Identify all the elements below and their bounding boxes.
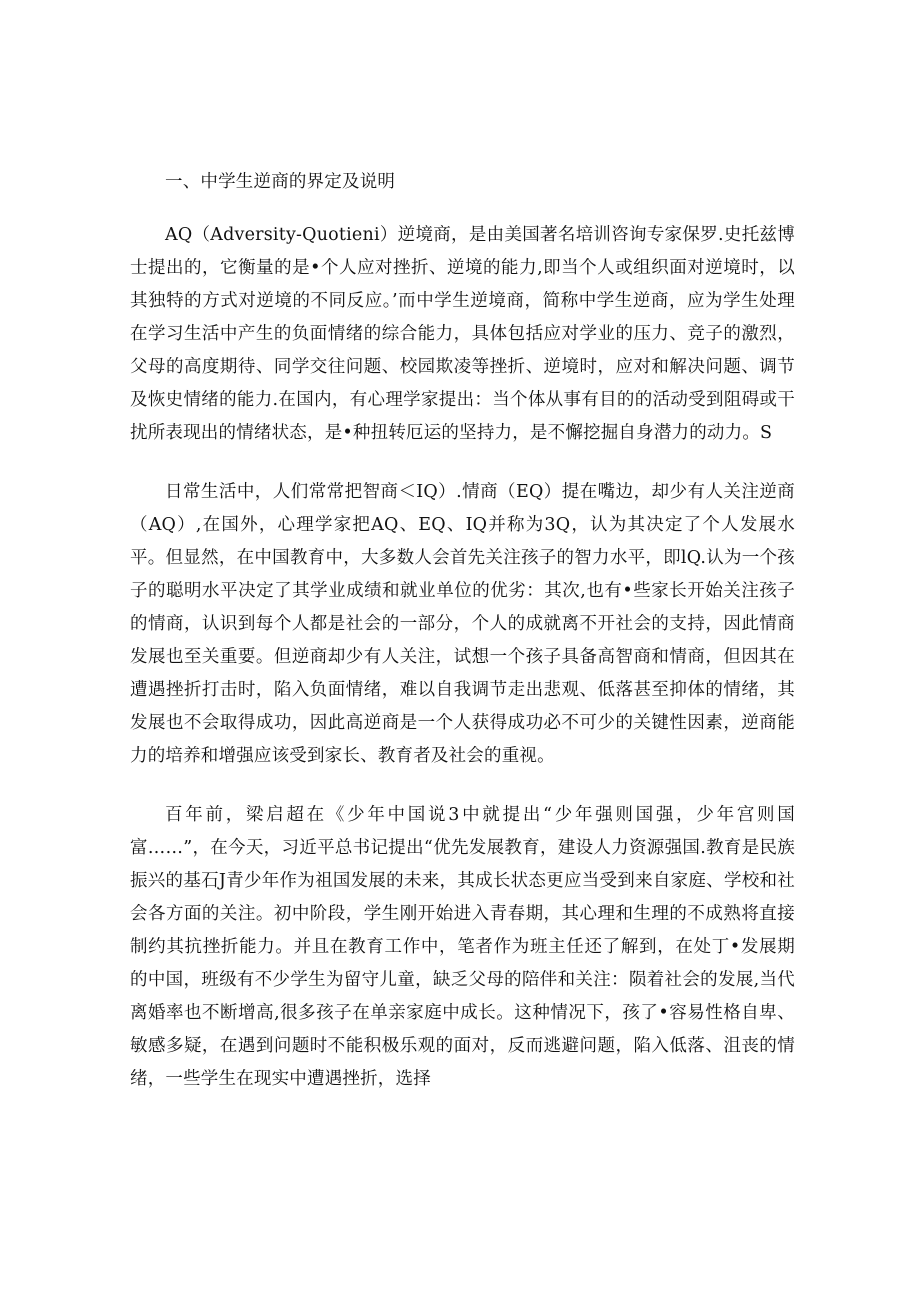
paragraph-youth-development: 百年前，梁启超在《少年中国说3中就提出“少年强则国强，少年宫则国富……”，在今天，习近平总书记提出“优先发展教育，建设人力资源强国.教育是民族振兴的基石J青少年作为祖国发展的未来，其成长状态更应当受到来自家庭、学校和社会各方面的关注。初中阶段，学生刚开始进入青春期，其心理和生理的不成熟将直接制约其抗挫折能力。并且在教育工作中，笔者作为班主任还了解到，在处丁•发展期的中国，班级有不少学生为留守儿童，缺乏父母的陪伴和关注：陨着社会的发展,当代离婚率也不断增高,很多孩子在单亲家庭中成长。这种情况下，孩了•容易性格自卑、敏感多疑，在遇到问题时不能积极乐观的面对，反而逃避问题，陷入低落、沮丧的情绪，一些学生在现实中遭遇挫折，选择 xyxy=(130,805,795,1089)
paragraph-iq-eq-aq: 日常生活中，人们常常把智商＜IQ）.情商（EQ）提在嘴边，却少有人关注逆商（AQ）,在国外，心理学家把AQ、EQ、IQ并称为3Q，认为其决定了个人发展水平。但显然，在中国教育中，大多数人会首先关注孩子的智力水平，即lQ.认为一个孩子的聪明水平决定了其学业成绩和就业单位的优劣：其次,也有•些家长开始关注孩子的情商，认识到每个人都是社会的一部分，个人的成就离不开社会的支持，因此情商发展也至关重要。但逆商却少有人关注，试想一个孩子具备高智商和情商，但因其在遭遇挫折打击时，陷入负面情绪，难以自我调节走出悲观、低落甚至抑体的情绪，其发展也不会取得成功，因此高逆商是一个人获得成功必不可少的关键性因素，逆商能力的培养和增强应该受到家长、教育者及社会的重视。 xyxy=(130,482,795,766)
section-heading: 一、中学生逆商的界定及说明 xyxy=(165,172,396,192)
paragraph-aq-definition: AQ（Adversity-Quotieni）逆境商，是由美国著名培训咨询专家保罗.史托兹博士提出的，它衡量的是•个人应对挫折、逆境的能力,即当个人或组织面对逆境时，以其独特的方式对逆境的不同反应。’而中学生逆境商，简称中学生逆商，应为学生处理在学习生活中产生的负面情绪的综合能力，具体包括应对学业的压力、竞子的激烈，父母的高度期待、同学交往问题、校园欺凌等挫折、逆境时，应对和解决问题、调节及恢史情绪的能力.在国内，有心理学家提出：当个体从事有目的的活动受到阻碍或干扰所表现出的情绪状态，是•种扭转厄运的坚持力，是不懈挖掘自身潜力的动力。S xyxy=(130,225,795,443)
document-body xyxy=(130,166,795,1122)
